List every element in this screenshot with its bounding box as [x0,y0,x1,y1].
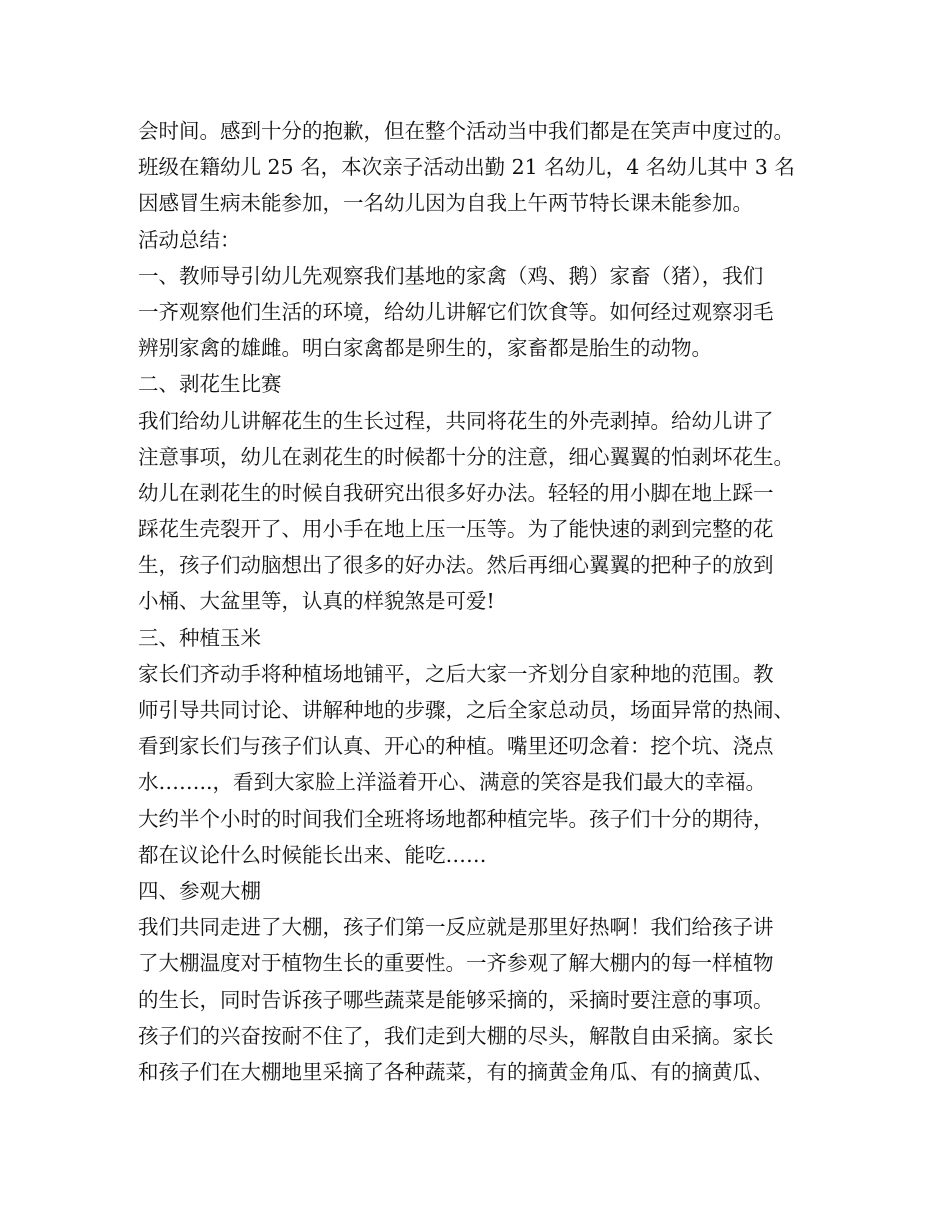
text-line: 班级在籍幼儿 25 名，本次亲子活动出勤 21 名幼儿，4 名幼儿其中 3 名 [138,155,795,180]
section-heading: 二、剥花生比赛 [138,372,282,397]
text-line: 家长们齐动手将种植场地铺平，之后大家一齐划分自家种地的范围。教 [138,661,774,686]
text-line: 一、教师导引幼儿先观察我们基地的家禽（鸡、鹅）家畜（猪），我们 [138,263,764,288]
text-line: 小桶、大盆里等，认真的样貌煞是可爱! [138,589,495,614]
text-line: 辨别家禽的雄雌。明白家禽都是卵生的，家畜都是胎生的动物。 [138,336,712,361]
document-page [138,113,828,1090]
text-line: 师引导共同讨论、讲解种地的步骤，之后全家总动员，场面异常的热闹、 [138,698,794,722]
text-line: 大约半个小时的时间我们全班将场地都种植完毕。孩子们十分的期待， [138,806,774,831]
text-line: 和孩子们在大棚地里采摘了各种蔬菜，有的摘黄金角瓜、有的摘黄瓜、 [138,1059,774,1084]
text-line: 一齐观察他们生活的环境，给幼儿讲解它们饮食等。如何经过观察羽毛 [138,299,774,324]
text-line: 生，孩子们动脑想出了很多的好办法。然后再细心翼翼的把种子的放到 [138,553,774,578]
text-line: 会时间。感到十分的抱歉，但在整个活动当中我们都是在笑声中度过的。 [138,119,794,143]
text-line: 孩子们的兴奋按耐不住了，我们走到大棚的尽头，解散自由采摘。家长 [138,1023,774,1048]
text-line: 我们共同走进了大棚，孩子们第一反应就是那里好热啊！我们给孩子讲 [138,915,774,940]
text-line: 了大棚温度对于植物生长的重要性。一齐参观了解大棚内的每一样植物 [138,951,774,976]
text-line: 幼儿在剥花生的时候自我研究出很多好办法。轻轻的用小脚在地上踩一 [138,480,774,505]
text-line: 看到家长们与孩子们认真、开心的种植。嘴里还叨念着：挖个坑、浇点 [138,734,774,759]
section-heading: 四、参观大棚 [138,878,261,903]
text-line: 踩花生壳裂开了、用小手在地上压一压等。为了能快速的剥到完整的花 [138,517,774,542]
text-line: 水……..，看到大家脸上洋溢着开心、满意的笑容是我们最大的幸福。 [138,770,767,795]
text-line: 我们给幼儿讲解花生的生长过程，共同将花生的外壳剥掉。给幼儿讲了 [138,408,774,433]
section-heading: 活动总结： [138,227,241,252]
section-heading: 三、种植玉米 [138,625,261,650]
text-line: 的生长，同时告诉孩子哪些蔬菜是能够采摘的，采摘时要注意的事项。 [138,987,774,1012]
text-line: 注意事项，幼儿在剥花生的时候都十分的注意，细心翼翼的怕剥坏花生。 [138,444,794,469]
text-line: 都在议论什么时候能长出来、能吃…… [138,842,487,867]
text-line: 因感冒生病未能参加，一名幼儿因为自我上午两节特长课未能参加。 [138,191,753,216]
